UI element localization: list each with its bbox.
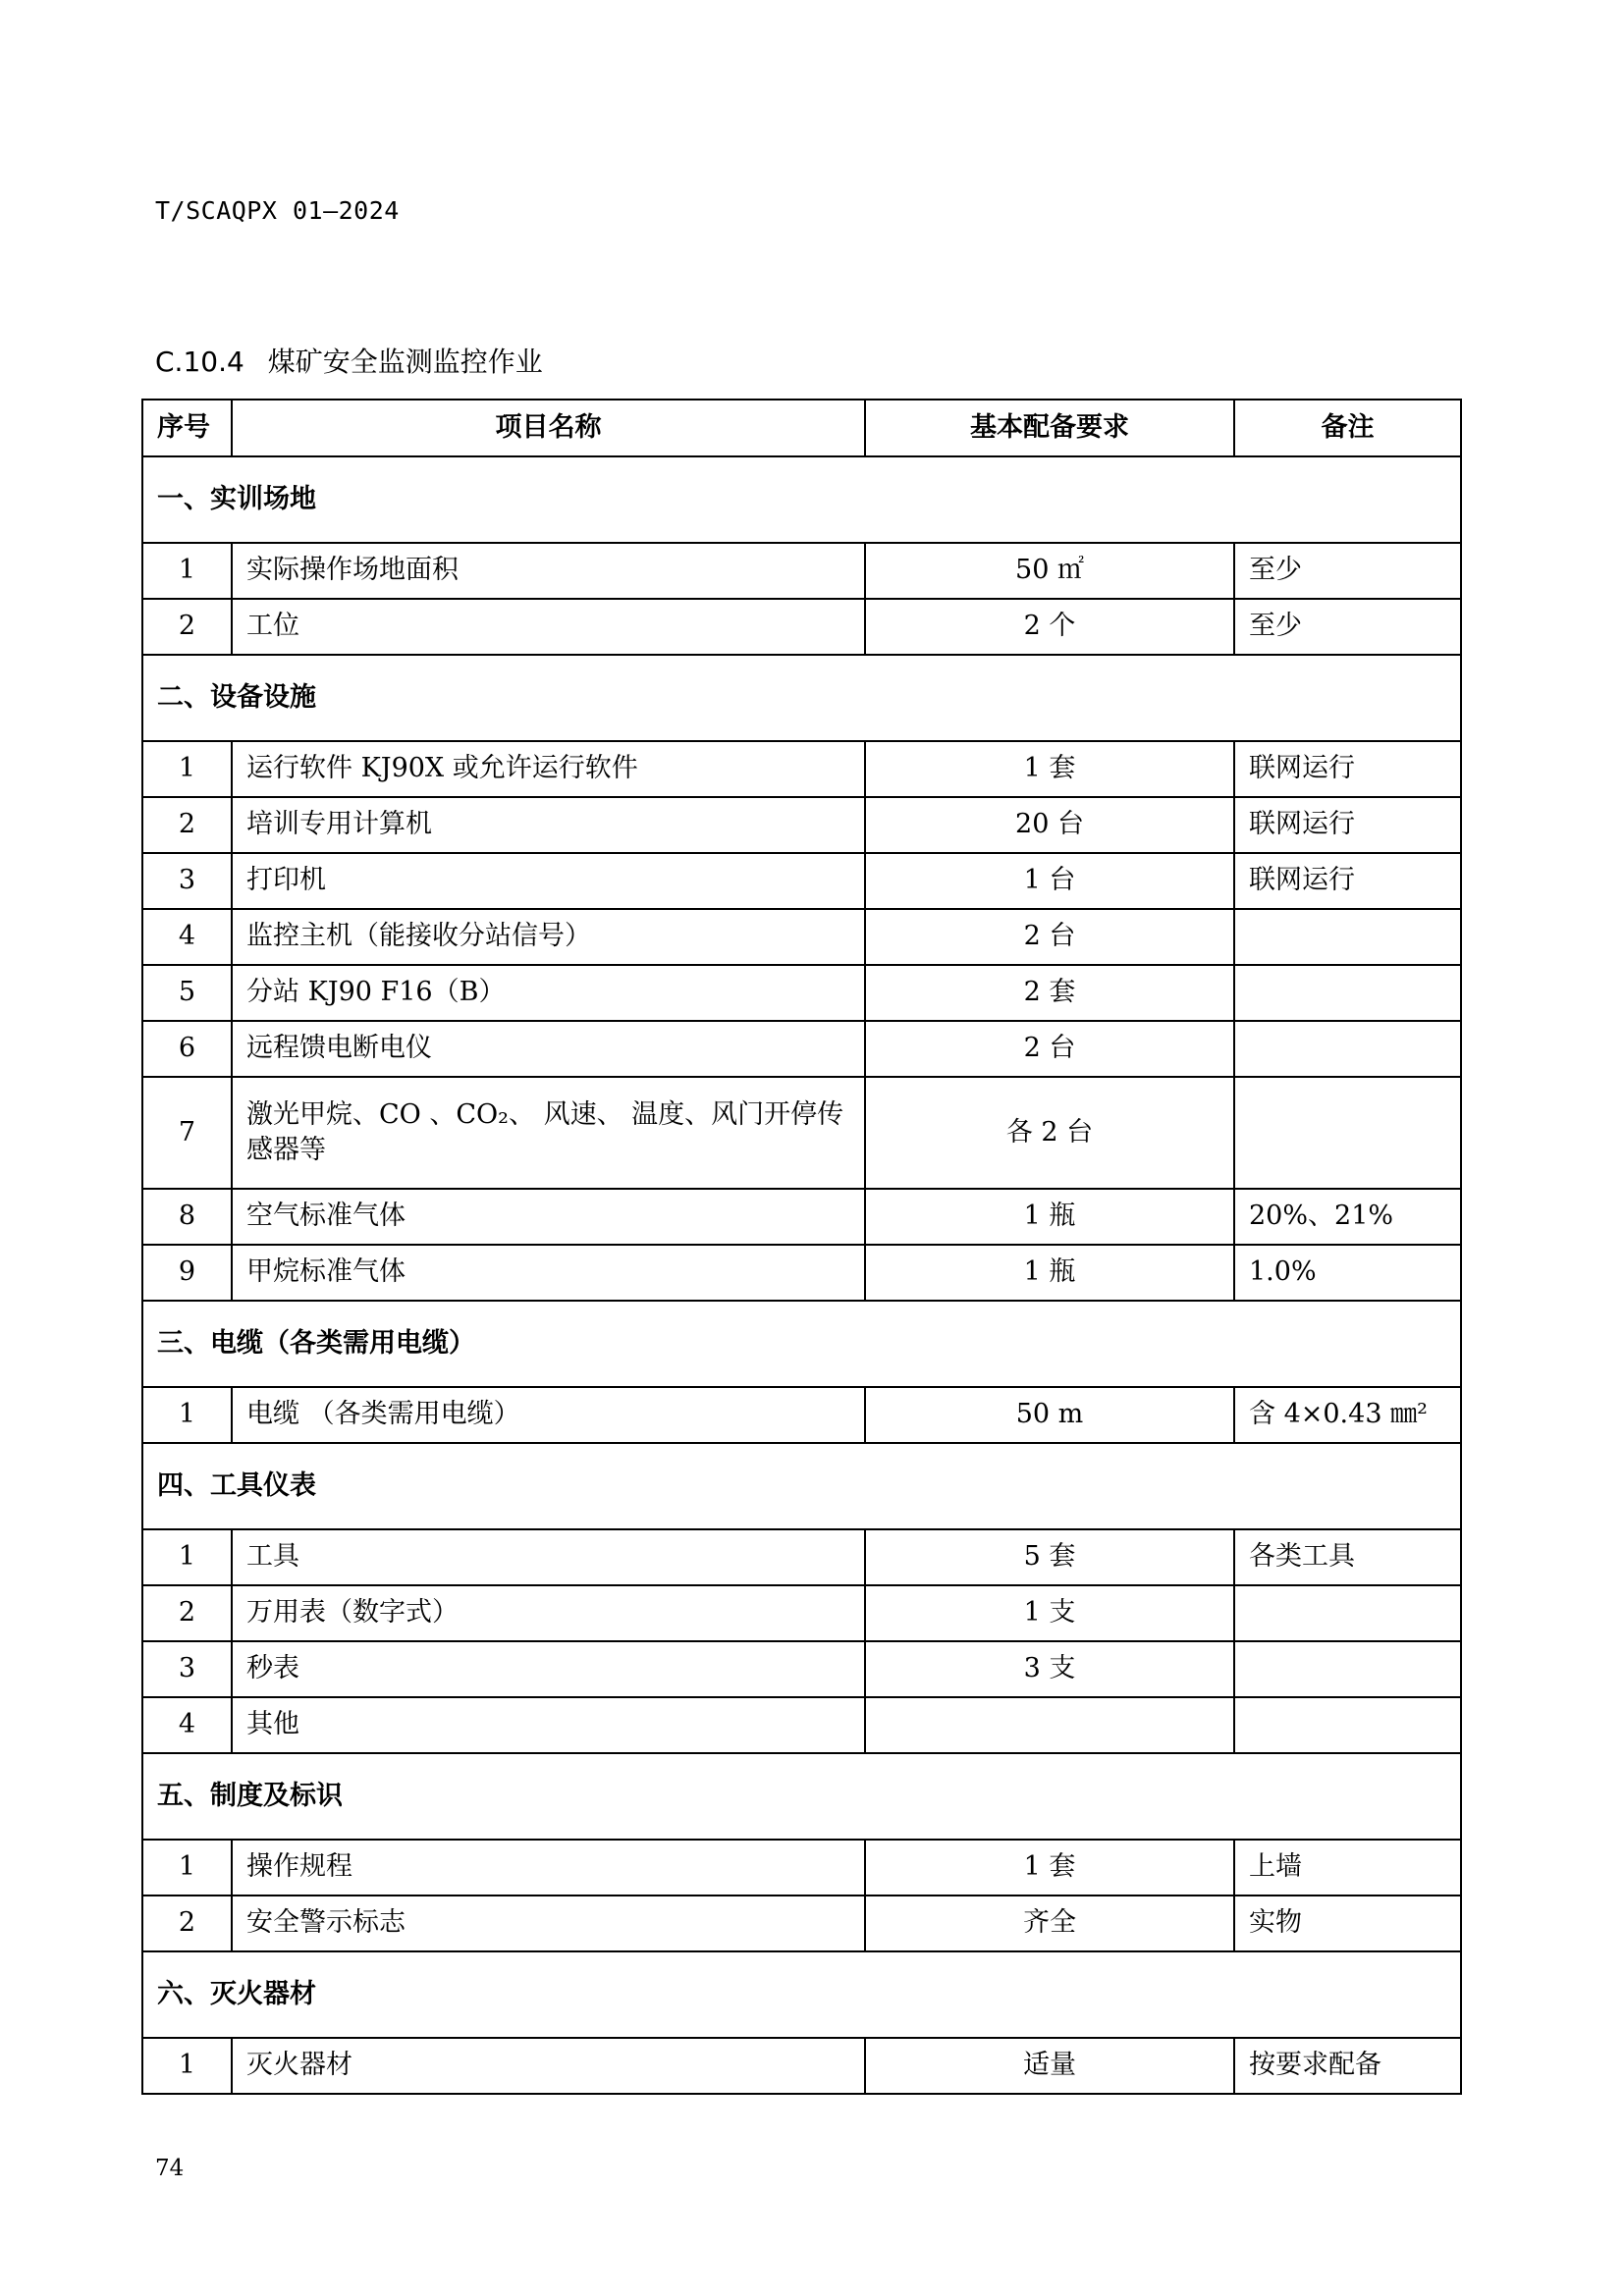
row-index-cell: 3 [142, 853, 232, 909]
equipment-table [141, 399, 1462, 2095]
note-cell [1234, 965, 1461, 1021]
table-row [142, 1840, 1461, 1896]
table-row [142, 599, 1461, 655]
requirement-cell: 5 套 [865, 1529, 1234, 1585]
category-row [142, 456, 1461, 543]
requirement-cell: 1 套 [865, 741, 1234, 797]
note-cell [1234, 1697, 1461, 1753]
item-name-cell: 甲烷标准气体 [232, 1245, 865, 1301]
item-name-cell: 培训专用计算机 [232, 797, 865, 853]
table-row [142, 2038, 1461, 2094]
requirement-cell: 2 个 [865, 599, 1234, 655]
item-name-cell: 分站 KJ90 F16（B） [232, 965, 865, 1021]
row-index-cell: 2 [142, 1585, 232, 1641]
column-header-requirement: 基本配备要求 [865, 400, 1234, 456]
item-name-cell: 监控主机（能接收分站信号） [232, 909, 865, 965]
requirement-cell: 1 套 [865, 1840, 1234, 1896]
row-index-cell: 8 [142, 1189, 232, 1245]
table-row [142, 909, 1461, 965]
note-cell: 至少 [1234, 599, 1461, 655]
column-header-name: 项目名称 [232, 400, 865, 456]
item-name-cell: 安全警示标志 [232, 1896, 865, 1951]
category-row [142, 1753, 1461, 1840]
note-cell [1234, 1641, 1461, 1697]
row-index-cell: 5 [142, 965, 232, 1021]
note-cell: 1.0% [1234, 1245, 1461, 1301]
category-title: 四、工具仪表 [142, 1443, 1461, 1529]
note-cell: 上墙 [1234, 1840, 1461, 1896]
item-name-cell: 电缆 （各类需用电缆） [232, 1387, 865, 1443]
table-row [142, 1077, 1461, 1189]
category-title: 二、设备设施 [142, 655, 1461, 741]
table-row [142, 1245, 1461, 1301]
category-row [142, 1443, 1461, 1529]
requirement-cell: 2 台 [865, 1021, 1234, 1077]
table-row [142, 1896, 1461, 1951]
category-row [142, 1301, 1461, 1387]
requirement-cell: 各 2 台 [865, 1077, 1234, 1189]
page-number: 74 [155, 2156, 185, 2181]
note-cell: 联网运行 [1234, 797, 1461, 853]
row-index-cell: 1 [142, 1529, 232, 1585]
column-header-note: 备注 [1234, 400, 1461, 456]
row-index-cell: 7 [142, 1077, 232, 1189]
note-cell [1234, 909, 1461, 965]
row-index-cell: 1 [142, 1387, 232, 1443]
item-name-cell: 其他 [232, 1697, 865, 1753]
category-row [142, 1951, 1461, 2038]
note-cell [1234, 1585, 1461, 1641]
note-cell: 含 4×0.43 ㎜² [1234, 1387, 1461, 1443]
table-row [142, 1697, 1461, 1753]
row-index-cell: 4 [142, 1697, 232, 1753]
row-index-cell: 2 [142, 1896, 232, 1951]
row-index-cell: 1 [142, 2038, 232, 2094]
requirement-cell: 1 台 [865, 853, 1234, 909]
table-row [142, 853, 1461, 909]
item-name-cell: 实际操作场地面积 [232, 543, 865, 599]
table-row [142, 741, 1461, 797]
item-name-cell: 万用表（数字式） [232, 1585, 865, 1641]
item-name-cell: 秒表 [232, 1641, 865, 1697]
requirement-cell: 2 套 [865, 965, 1234, 1021]
note-cell: 实物 [1234, 1896, 1461, 1951]
section-title: 煤矿安全监测监控作业 [267, 346, 543, 378]
note-cell [1234, 1077, 1461, 1189]
table-row [142, 965, 1461, 1021]
item-name-cell: 激光甲烷、CO 、CO₂、 风速、 温度、风门开停传感器等 [232, 1077, 865, 1189]
item-name-cell: 空气标准气体 [232, 1189, 865, 1245]
row-index-cell: 2 [142, 797, 232, 853]
column-header-index: 序号 [142, 400, 232, 456]
requirement-cell: 适量 [865, 2038, 1234, 2094]
table-row [142, 1021, 1461, 1077]
row-index-cell: 1 [142, 741, 232, 797]
item-name-cell: 远程馈电断电仪 [232, 1021, 865, 1077]
note-cell: 联网运行 [1234, 853, 1461, 909]
row-index-cell: 1 [142, 1840, 232, 1896]
note-cell: 按要求配备 [1234, 2038, 1461, 2094]
note-cell: 至少 [1234, 543, 1461, 599]
requirement-cell: 3 支 [865, 1641, 1234, 1697]
row-index-cell: 4 [142, 909, 232, 965]
requirement-cell: 齐全 [865, 1896, 1234, 1951]
table-row [142, 1387, 1461, 1443]
table-row [142, 1585, 1461, 1641]
section-number: C.10.4 [155, 346, 244, 378]
item-name-cell: 灭火器材 [232, 2038, 865, 2094]
category-row [142, 655, 1461, 741]
note-cell: 联网运行 [1234, 741, 1461, 797]
requirement-cell: 20 台 [865, 797, 1234, 853]
requirement-cell: 1 瓶 [865, 1189, 1234, 1245]
category-title: 五、制度及标识 [142, 1753, 1461, 1840]
note-cell: 20%、21% [1234, 1189, 1461, 1245]
row-index-cell: 3 [142, 1641, 232, 1697]
category-title: 一、实训场地 [142, 456, 1461, 543]
section-heading [155, 341, 543, 380]
category-title: 六、灭火器材 [142, 1951, 1461, 2038]
table-body [142, 456, 1461, 2094]
table-row [142, 1189, 1461, 1245]
item-name-cell: 操作规程 [232, 1840, 865, 1896]
requirement-cell [865, 1697, 1234, 1753]
category-title: 三、电缆（各类需用电缆） [142, 1301, 1461, 1387]
item-name-cell: 工具 [232, 1529, 865, 1585]
requirement-cell: 50 ㎡ [865, 543, 1234, 599]
note-cell: 各类工具 [1234, 1529, 1461, 1585]
row-index-cell: 6 [142, 1021, 232, 1077]
item-name-cell: 打印机 [232, 853, 865, 909]
requirement-cell: 50 m [865, 1387, 1234, 1443]
requirement-cell: 1 支 [865, 1585, 1234, 1641]
table-row [142, 1641, 1461, 1697]
requirement-cell: 1 瓶 [865, 1245, 1234, 1301]
item-name-cell: 工位 [232, 599, 865, 655]
document-code: T/SCAQPX 01—2024 [155, 196, 400, 225]
table-header-row [142, 400, 1461, 456]
table-row [142, 797, 1461, 853]
item-name-cell: 运行软件 KJ90X 或允许运行软件 [232, 741, 865, 797]
table-row [142, 543, 1461, 599]
row-index-cell: 1 [142, 543, 232, 599]
note-cell [1234, 1021, 1461, 1077]
row-index-cell: 9 [142, 1245, 232, 1301]
equipment-table-container [141, 399, 1462, 2095]
table-row [142, 1529, 1461, 1585]
requirement-cell: 2 台 [865, 909, 1234, 965]
row-index-cell: 2 [142, 599, 232, 655]
